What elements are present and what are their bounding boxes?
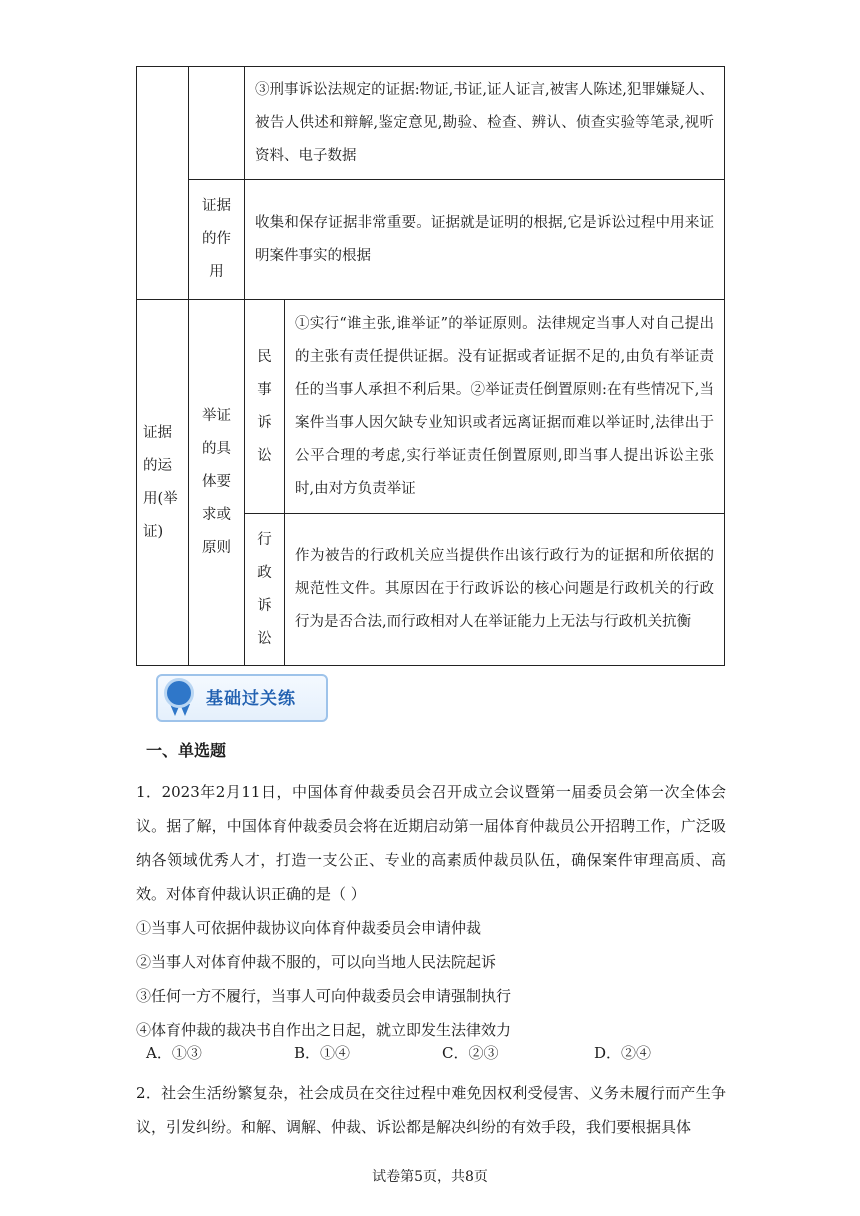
choice-c[interactable]: C．②③ — [442, 1044, 499, 1062]
civil-litigation-label: 民事诉讼 — [257, 348, 272, 464]
statement-4: ④体育仲裁的裁决书自作出之日起，就立即发生法律效力 — [136, 1021, 512, 1039]
question-2 — [136, 1076, 726, 1144]
statement-1: ①当事人可依据仲裁协议向体育仲裁委员会申请仲裁 — [136, 919, 482, 937]
evidence-list-cell — [245, 67, 725, 180]
choice-d[interactable]: D．②④ — [594, 1044, 652, 1062]
evidence-use-label: 证据的运用(举证) — [143, 424, 178, 540]
question-1-stem: 1．2023年2月11日，中国体育仲裁委员会召开成立会议暨第一届委员会第一次全体会议。据了解，中国体育仲裁委员会将在近期启动第一届体育仲裁员公开招聘工作，广泛吸纳各领域优秀人才，打造一支公正、专业的高素质仲裁员队伍，确保案件审理高质、高效。对体育仲裁认识正确的是（ ） — [136, 783, 726, 903]
burden-rule-label-cell — [189, 300, 245, 666]
choice-b[interactable]: B．①④ — [294, 1044, 351, 1062]
page-footer: 试卷第5页，共8页 — [372, 1169, 488, 1185]
admin-litigation-content: 作为被告的行政机关应当提供作出该行政行为的证据和所依据的规范性文件。其原因在于行政诉讼的核心问题是行政机关的行政行为是否合法,而行政相对人在举证能力上无法与行政机关抗衡 — [295, 548, 714, 630]
civil-label-cell — [245, 300, 285, 514]
evidence-use-label-cell — [137, 300, 189, 666]
evidence-role-content-cell — [245, 180, 725, 300]
statement-3: ③任何一方不履行，当事人可向仲裁委员会申请强制执行 — [136, 987, 512, 1005]
admin-litigation-label: 行政诉讼 — [257, 531, 272, 647]
table-row — [137, 180, 725, 300]
banner-label: 基础过关练 — [206, 689, 296, 709]
evidence-list-text: ③刑事诉讼法规定的证据:物证,书证,证人证言,被害人陈述,犯罪嫌疑人、被告人供述和辩解,鉴定意见,勘验、检查、辨认、侦查实验等笔录,视听资料、电子数据 — [255, 82, 714, 164]
table-row — [137, 67, 725, 180]
evidence-role-label-cell — [189, 180, 245, 300]
evidence-notes-table — [136, 66, 725, 666]
choice-a[interactable]: A．①③ — [146, 1044, 202, 1062]
empty-cell — [189, 67, 245, 180]
admin-content-cell — [285, 514, 725, 666]
section-title: 一、单选题 — [146, 741, 227, 760]
empty-cell — [137, 67, 189, 300]
civil-content-cell — [285, 300, 725, 514]
medal-icon — [164, 678, 194, 708]
question-2-stem: 2．社会生活纷繁复杂，社会成员在交往过程中难免因权利受侵害、义务未履行而产生争议，引发纠纷。和解、调解、仲裁、诉讼都是解决纠纷的有效手段，我们要根据具体 — [136, 1084, 726, 1136]
evidence-role-label: 证据的作用 — [202, 198, 231, 280]
table-row — [137, 300, 725, 514]
evidence-role-content: 收集和保存证据非常重要。证据就是证明的根据,它是诉讼过程中用来证明案件事实的根据 — [255, 214, 714, 264]
civil-litigation-content: ①实行“谁主张,谁举证”的举证原则。法律规定当事人对自己提出的主张有责任提供证据。没有证据或者证据不足的,由负有举证责任的当事人承担不利后果。②举证责任倒置原则:在有些情况下,当案件当事人因欠缺专业知识或者远离证据而难以举证时,法律出于公平合理的考虑,实行举证责任倒置原则,即当事人提出诉讼主张时,由对方负责举证 — [295, 315, 714, 497]
burden-rule-label: 举证的具体要求或原则 — [202, 408, 231, 556]
practice-banner — [148, 666, 330, 728]
statement-2: ②当事人对体育仲裁不服的，可以向当地人民法院起诉 — [136, 953, 497, 971]
admin-label-cell — [245, 514, 285, 666]
question-1 — [136, 775, 726, 1047]
